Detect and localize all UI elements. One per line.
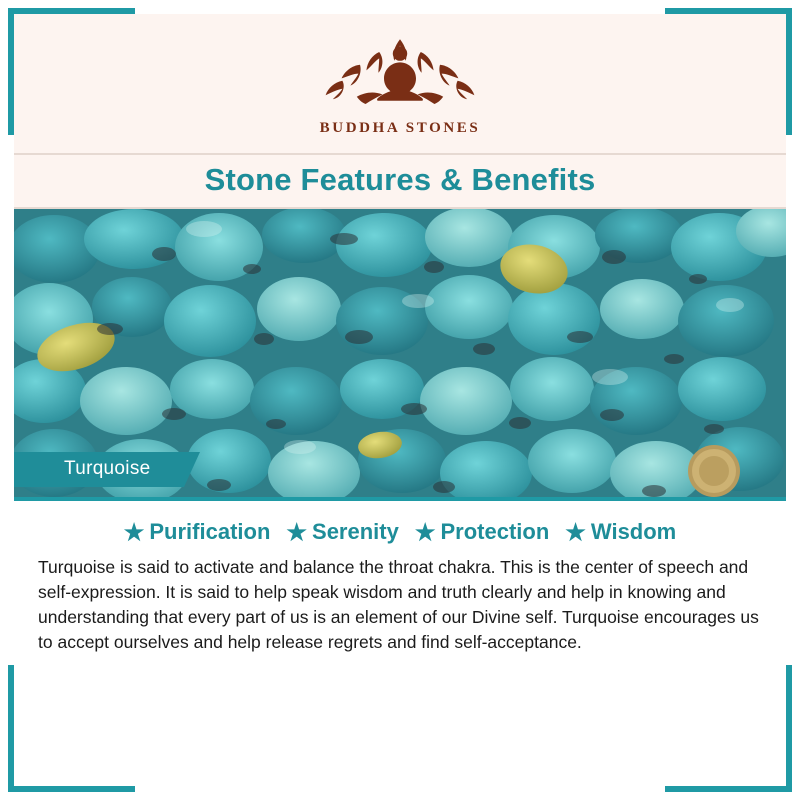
benefit-label: Purification — [149, 519, 271, 544]
page-title: Stone Features & Benefits — [204, 162, 596, 197]
header — [14, 14, 786, 143]
star-icon: ★ — [414, 518, 436, 545]
benefit-item-serenity — [286, 519, 398, 545]
benefit-label: Serenity — [312, 519, 399, 544]
star-icon: ★ — [565, 518, 586, 545]
star-icon: ★ — [286, 518, 308, 545]
poster-inner — [14, 14, 786, 786]
benefit-label: Wisdom — [590, 519, 677, 544]
stone-name-label: Turquoise — [14, 452, 184, 487]
hero-image — [14, 209, 786, 497]
title-bar — [14, 153, 786, 209]
benefit-item-purification — [124, 519, 271, 545]
star-icon: ★ — [123, 518, 145, 545]
benefit-label: Protection — [440, 519, 550, 544]
brand-name: BUDDHA STONES — [319, 120, 481, 136]
brand-logo — [14, 28, 786, 137]
benefits-list — [14, 517, 786, 551]
benefit-item-protection — [415, 519, 549, 545]
description-text: Turquoise is said to activate and balance the throat chakra. This is the center of speech and self-expression. It is said to help speak wisdom and truth clearly and help in knowing and understanding that every part of us is an element of our Divine self. Turquoise encourages us to accept ourselves and help release regrets and find self-acceptance. — [38, 557, 759, 652]
benefits-section — [14, 497, 786, 654]
bottom-spacer — [14, 654, 786, 786]
lotus-meditation-icon — [320, 28, 480, 116]
benefit-item-wisdom — [565, 519, 676, 545]
